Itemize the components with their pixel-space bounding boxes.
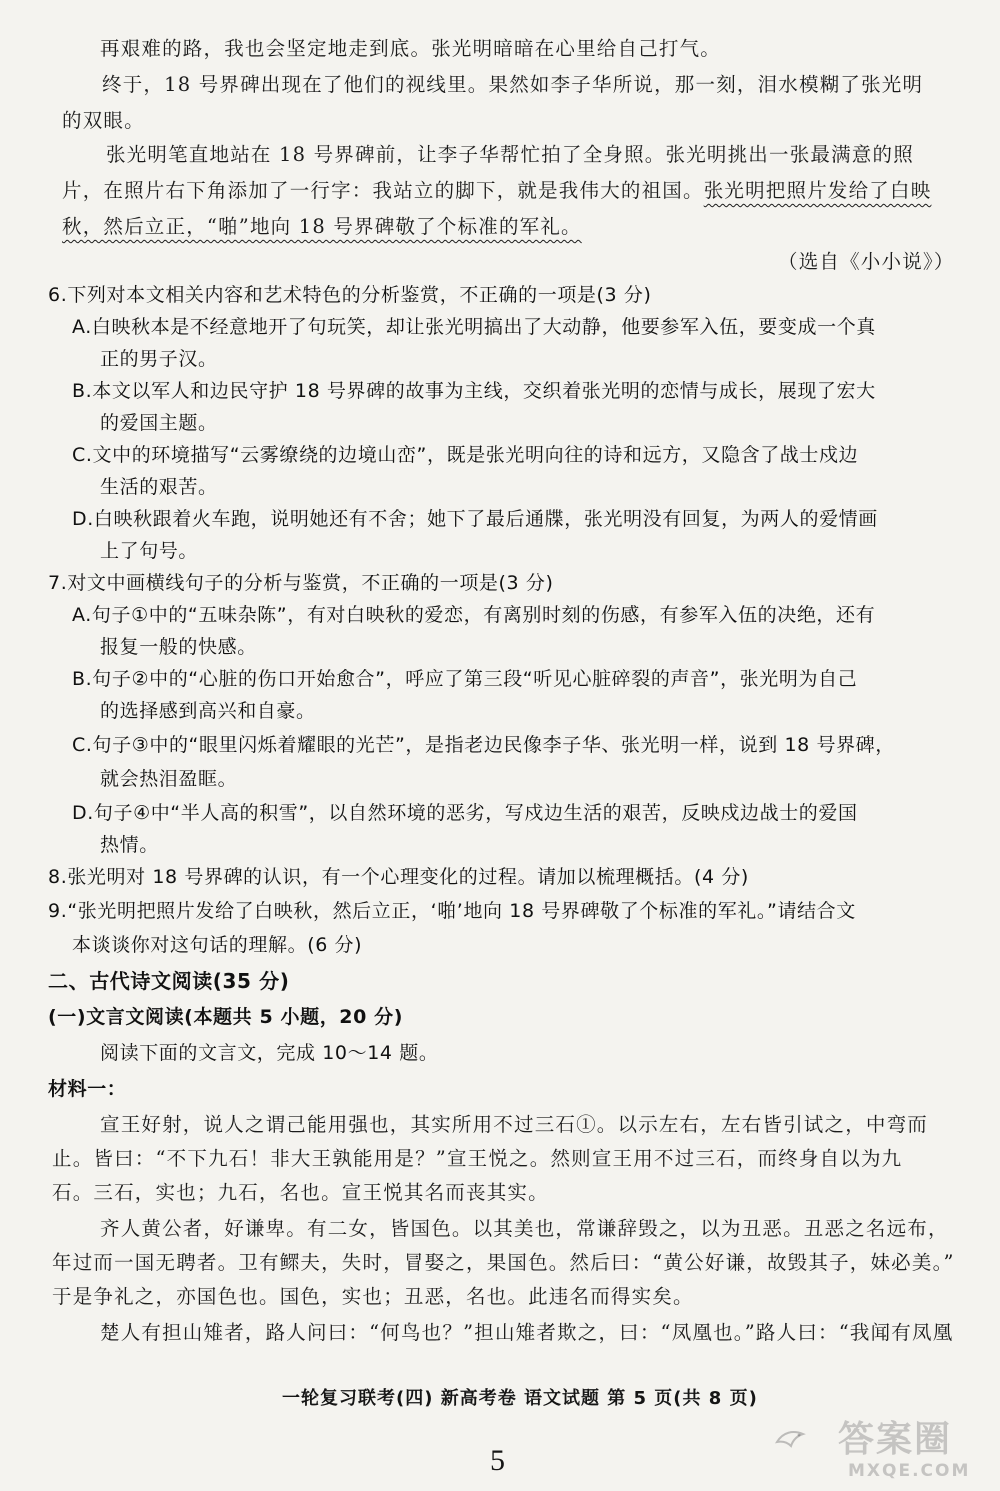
story-paragraph-3-line-1: 张光明笔直地站在 18 号界碑前，让李子华帮忙拍了全身照。张光明挑出一张最满意的照 xyxy=(106,143,914,166)
question-7-option-b-cont: 的选择感到高兴和自豪。 xyxy=(100,700,316,722)
question-7-option-c: C.句子③中的“眼里闪烁着耀眼的光芒”，是指老边民像李子华、张光明一样，说到 18 号界碑， xyxy=(72,734,895,756)
page-number: 5 xyxy=(490,1444,506,1477)
classical-text-2-line-3: 于是争礼之，亦国色也。国色，实也；丑恶，名也。此违名而得实矣。 xyxy=(52,1285,694,1308)
page-footer: 一轮复习联考(四) 新高考卷 语文试题 第 5 页(共 8 页) xyxy=(282,1388,758,1409)
question-6-option-a: A.白映秋本是不经意地开了句玩笑，却让张光明搞出了大动静，他要参军入伍，要变成一个真 xyxy=(72,316,876,338)
classical-text-1-line-1: 宣王好射，说人之谓己能用强也，其实所用不过三石①。以示左右，左右皆引试之，中弯而 xyxy=(100,1113,929,1136)
story-text: 片，在照片右下角添加了一行字：我站立的脚下，就是我伟大的祖国。 xyxy=(62,179,704,202)
question-6-option-d: D.白映秋跟着火车跑，说明她还有不舍；她下了最后通牒，张光明没有回复，为两人的爱情画 xyxy=(72,508,878,530)
watermark xyxy=(838,1420,970,1482)
story-paragraph-1: 再艰难的路，我也会坚定地走到底。张光明暗暗在心里给自己打气。 xyxy=(100,37,722,60)
story-paragraph-2-line-2: 的双眼。 xyxy=(62,109,145,132)
classical-text-1-line-2: 止。皆曰：“不下九石！非大王孰能用是？”宣王悦之。然则宣王用不过三石，而终身自以为九 xyxy=(52,1147,903,1170)
question-6-option-b: B.本文以军人和边民守护 18 号界碑的故事为主线，交织着张光明的恋情与成长，展现了宏大 xyxy=(72,380,876,402)
question-6-option-b-cont: 的爱国主题。 xyxy=(100,412,218,434)
underlined-sentence: 秋，然后立正，“啪”地向 18 号界碑敬了个标准的军礼。 xyxy=(62,215,582,238)
question-7-option-d: D.句子④中“半人高的积雪”，以自然环境的恶劣，写戍边生活的艰苦，反映戍边战士的爱国 xyxy=(72,802,858,824)
section-2-title: 二、古代诗文阅读(35 分) xyxy=(48,969,290,993)
question-9: 9.“张光明把照片发给了白映秋，然后立正，‘啪’地向 18 号界碑敬了个标准的军礼。”请结合文 xyxy=(48,900,856,922)
classical-text-1-line-3: 石。三石，实也；九石，名也。宣王悦其名而丧其实。 xyxy=(52,1181,549,1204)
classical-text-2-line-2: 年过而一国无聘者。卫有鳏夫，失时，冒娶之，果国色。然后曰：“黄公好谦，故毁其子，妹必美。” xyxy=(52,1251,955,1274)
question-7-option-a-cont: 报复一般的快感。 xyxy=(100,636,257,658)
classical-text-3-line-1: 楚人有担山雉者，路人问曰：“何鸟也？”担山雉者欺之，曰：“凤凰也。”路人曰：“我闻有凤凰 xyxy=(100,1321,954,1344)
story-paragraph-3-line-3 xyxy=(62,212,582,242)
question-6-option-d-cont: 上了句号。 xyxy=(100,540,199,562)
watermark-url: MXQE.COM xyxy=(848,1461,971,1481)
watermark-logo-text: 答案圈 xyxy=(838,1419,953,1460)
story-source: （选自《小小说》） xyxy=(778,250,955,273)
section-2-subtitle: (一)文言文阅读(本题共 5 小题，20 分) xyxy=(48,1006,404,1028)
question-6-option-c-cont: 生活的艰苦。 xyxy=(100,476,218,498)
question-7-option-d-cont: 热情。 xyxy=(100,834,159,856)
story-paragraph-2-line-1: 终于，18 号界碑出现在了他们的视线里。果然如李子华所说，那一刻，泪水模糊了张光明 xyxy=(102,73,924,96)
question-6-stem: 6.下列对本文相关内容和艺术特色的分析鉴赏，不正确的一项是(3 分) xyxy=(48,284,652,306)
question-7-option-b: B.句子②中的“心脏的伤口开始愈合”，呼应了第三段“听见心脏碎裂的声音”，张光明为自己 xyxy=(72,668,858,690)
question-7-stem: 7.对文中画横线句子的分析与鉴赏，不正确的一项是(3 分) xyxy=(48,572,554,594)
section-2-instructions: 阅读下面的文言文，完成 10～14 题。 xyxy=(100,1042,439,1064)
question-9-cont: 本谈谈你对这句话的理解。(6 分) xyxy=(72,934,363,956)
question-7-option-c-cont: 就会热泪盈眶。 xyxy=(100,768,238,790)
question-7-option-a: A.句子①中的“五味杂陈”，有对白映秋的爱恋，有离别时刻的伤感，有参军入伍的决绝，还有 xyxy=(72,604,876,626)
underlined-sentence: 张光明把照片发给了白映 xyxy=(703,179,932,202)
question-8: 8.张光明对 18 号界碑的认识，有一个心理变化的过程。请加以梳理概括。(4 分) xyxy=(48,866,749,888)
material-label: 材料一： xyxy=(48,1078,127,1100)
question-6-option-c: C.文中的环境描写“云雾缭绕的边境山峦”，既是张光明向往的诗和远方，又隐含了战士戍边 xyxy=(72,444,859,466)
watermark-bird-icon xyxy=(775,1426,807,1452)
classical-text-2-line-1: 齐人黄公者，好谦卑。有二女，皆国色。以其美也，常谦辞毁之，以为丑恶。丑恶之名远布， xyxy=(100,1217,949,1240)
question-6-option-a-cont: 正的男子汉。 xyxy=(100,348,218,370)
story-paragraph-3-line-2 xyxy=(62,176,931,206)
